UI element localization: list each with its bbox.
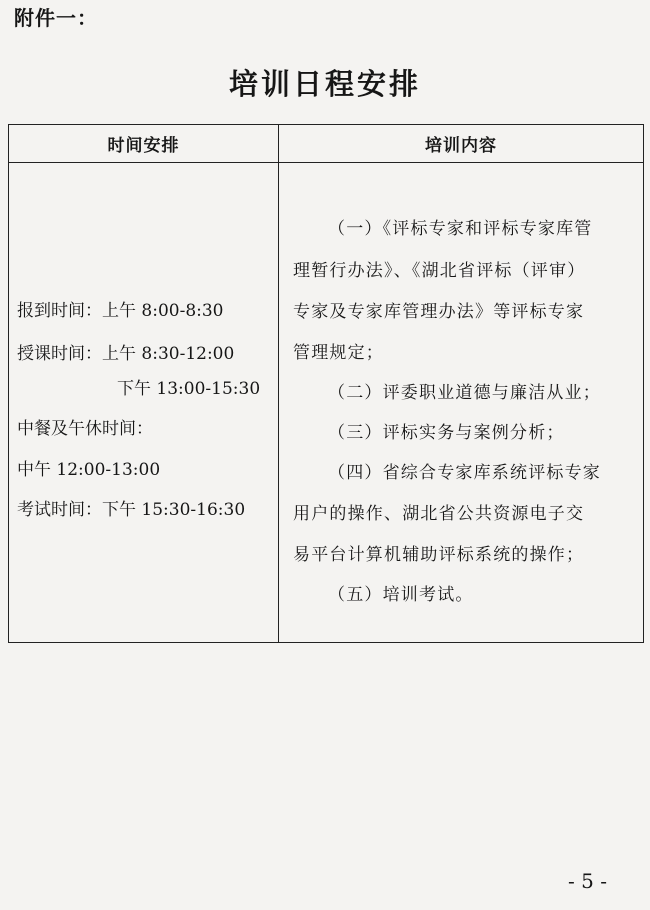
- column-header-content: 培训内容: [279, 125, 644, 163]
- time-line-lecture-afternoon: 下午 13:00-15:30: [117, 379, 261, 399]
- content-line: （五）培训考试。: [328, 585, 474, 605]
- content-line: （一）《评标专家和评标专家库管: [328, 219, 593, 239]
- training-content-cell: [279, 163, 644, 643]
- time-line-exam: 考试时间：下午 15:30-16:30: [17, 500, 246, 520]
- content-line: （二）评委职业道德与廉洁从业；: [328, 383, 601, 403]
- schedule-table: [8, 124, 644, 643]
- page-title: 培训日程安排: [228, 67, 421, 101]
- time-line-lunch-label: 中餐及午休时间：: [17, 419, 153, 439]
- time-schedule-cell: [9, 163, 279, 643]
- content-line: 专家及专家库管理办法》等评标专家: [293, 302, 585, 322]
- time-line-registration: 报到时间：上午 8:00-8:30: [17, 301, 224, 321]
- content-line: 易平台计算机辅助评标系统的操作；: [293, 545, 585, 565]
- time-line-lecture-morning: 授课时间：上午 8:30-12:00: [17, 344, 235, 364]
- table-header-row: [9, 125, 644, 163]
- attachment-label: 附件一：: [14, 6, 98, 30]
- page-number: - 5 -: [568, 869, 607, 893]
- time-line-lunch-time: 中午 12:00-13:00: [17, 460, 161, 480]
- content-line: 管理规定；: [293, 343, 384, 363]
- content-line: 用户的操作、湖北省公共资源电子交: [293, 504, 585, 524]
- content-line: （四）省综合专家库系统评标专家: [328, 463, 601, 483]
- column-header-time: 时间安排: [9, 125, 279, 163]
- table-row: [9, 163, 644, 643]
- content-line: 理暂行办法》、《湖北省评标（评审）: [293, 261, 586, 281]
- content-line: （三）评标实务与案例分析；: [328, 423, 565, 443]
